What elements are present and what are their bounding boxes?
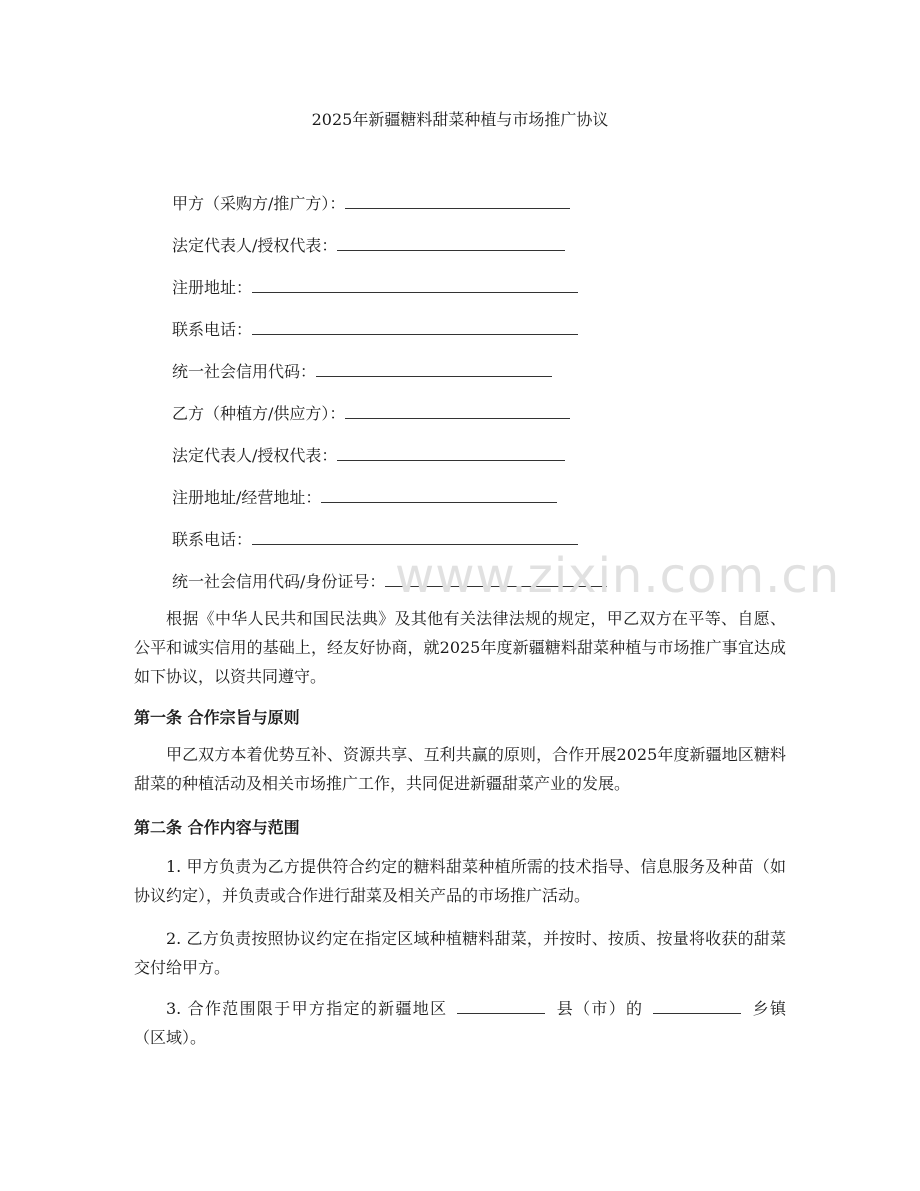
party-a-address-blank[interactable] — [252, 274, 578, 293]
party-b-phone-label: 联系电话： — [172, 530, 253, 549]
party-b-credit-label: 统一社会信用代码/身份证号： — [172, 572, 386, 591]
article-1-text: 甲乙双方本着优势互补、资源共享、互利共赢的原则，合作开展2025年度新疆地区糖料甜菜的种植活动及相关市场推广工作，共同促进新疆甜菜产业的发展。 — [134, 745, 786, 793]
party-a-blank[interactable] — [345, 190, 570, 209]
party-b-phone-field — [172, 526, 578, 550]
party-a-rep-field — [172, 232, 565, 256]
party-b-rep-blank[interactable] — [337, 442, 565, 461]
party-a-label: 甲方（采购方/推广方）： — [172, 194, 346, 213]
party-b-address-field — [172, 484, 557, 508]
article-1-heading: 第一条 合作宗旨与原则 — [134, 708, 300, 727]
party-a-field — [172, 190, 570, 214]
article-2-heading: 第二条 合作内容与范围 — [134, 818, 300, 837]
party-b-address-label: 注册地址/经营地址： — [172, 488, 322, 507]
article-2-item-1: 1. 甲方负责为乙方提供符合约定的糖料甜菜种植所需的技术指导、信息服务及种苗（如协议约定），并负责或合作进行甜菜及相关产品的市场推广活动。 — [134, 857, 786, 905]
party-a-credit-field — [172, 358, 552, 382]
document-title: 2025年新疆糖料甜菜种植与市场推广协议 — [311, 110, 609, 129]
item-3-part-a: 3. 合作范围限于甲方指定的新疆地区 — [166, 999, 448, 1018]
party-a-rep-blank[interactable] — [337, 232, 565, 251]
party-a-address-field — [172, 274, 578, 298]
item-3-part-c: 乡镇（区域）。 — [134, 999, 786, 1047]
article-2-item-3 — [134, 994, 786, 1052]
party-b-rep-label: 法定代表人/授权代表： — [172, 446, 338, 465]
item-3-part-b: 县（市）的 — [555, 999, 644, 1018]
party-a-credit-label: 统一社会信用代码： — [172, 362, 317, 381]
township-blank[interactable] — [653, 997, 741, 1014]
article-2-item-2: 2. 乙方负责按照协议约定在指定区域种植糖料甜菜，并按时、按质、按量将收获的甜菜交付给甲方。 — [134, 929, 786, 977]
party-a-phone-blank[interactable] — [252, 316, 578, 335]
party-b-field — [172, 400, 570, 424]
party-a-address-label: 注册地址： — [172, 278, 253, 297]
party-a-rep-label: 法定代表人/授权代表： — [172, 236, 338, 255]
party-b-phone-blank[interactable] — [252, 526, 578, 545]
party-b-label: 乙方（种植方/供应方）： — [172, 404, 346, 423]
watermark: www.zixin.com.cn — [395, 548, 841, 604]
party-a-credit-blank[interactable] — [316, 358, 552, 377]
party-b-rep-field — [172, 442, 565, 466]
party-b-blank[interactable] — [345, 400, 570, 419]
preamble-paragraph: 根据《中华人民共和国民法典》及其他有关法律法规的规定，甲乙双方在平等、自愿、公平和诚实信用的基础上，经友好协商，就2025年度新疆糖料甜菜种植与市场推广事宜达成如下协议，以资共同遵守。 — [134, 609, 786, 686]
party-a-phone-field — [172, 316, 578, 340]
party-b-address-blank[interactable] — [321, 484, 557, 503]
party-a-phone-label: 联系电话： — [172, 320, 253, 339]
county-blank[interactable] — [457, 997, 545, 1014]
